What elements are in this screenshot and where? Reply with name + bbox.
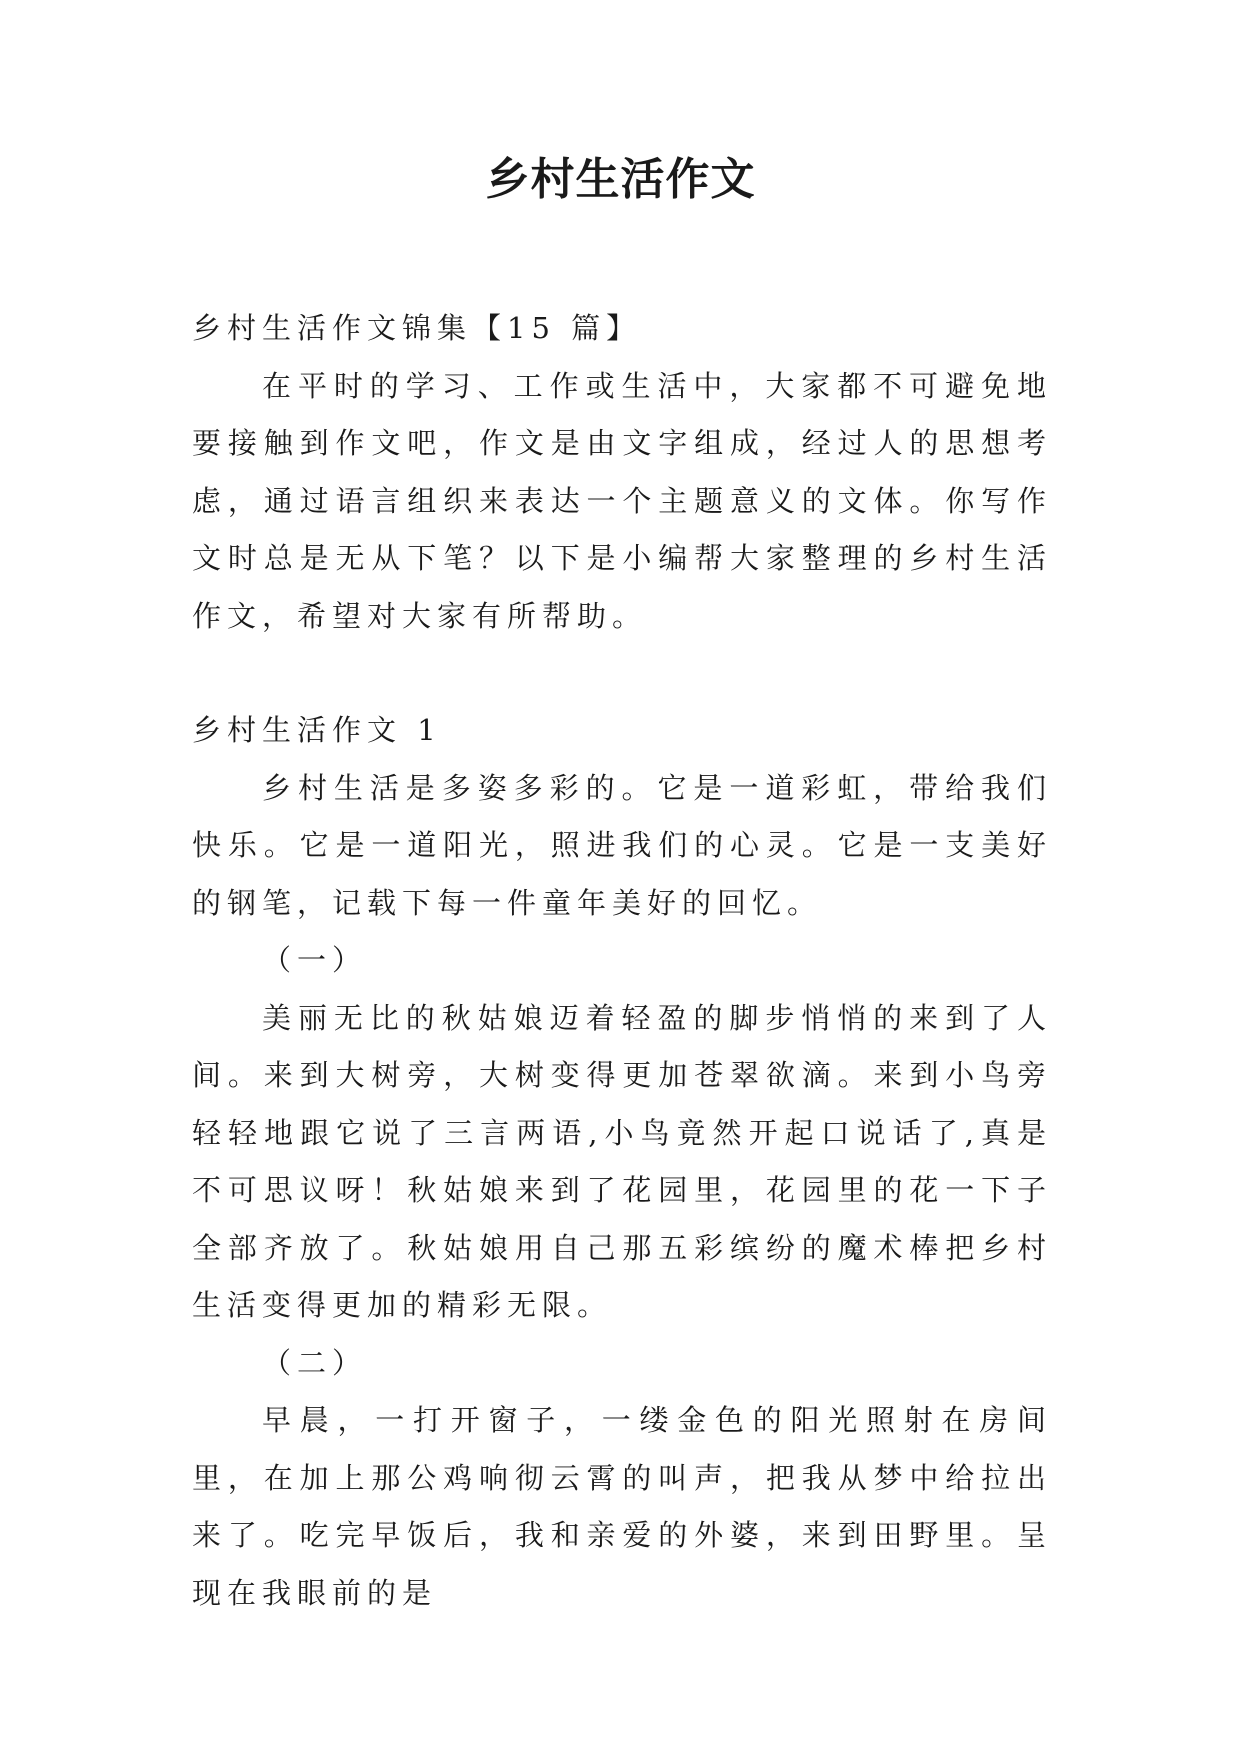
essay-heading: 乡村生活作文 1 (192, 713, 442, 747)
section-label-two: （二） (262, 1345, 368, 1380)
intro-paragraph: 在平时的学习、工作或生活中，大家都不可避免地要接触到作文吧，作文是由文字组成，经过人的思想考虑，通过语言组织来表达一个主题意义的文体。你写作文时总是无从下笔？以下是小编帮大家整理的乡村生活作文，希望对大家有所帮助。 (192, 368, 1052, 633)
essay-opening-paragraph: 乡村生活是多姿多彩的。它是一道彩虹，带给我们快乐。它是一道阳光，照进我们的心灵。它是一支美好的钢笔，记载下每一件童年美好的回忆。 (192, 770, 1052, 920)
collection-subtitle: 乡村生活作文锦集【15 篇】 (192, 311, 642, 345)
section-label-one: （一） (262, 943, 368, 977)
section-one-paragraph: 美丽无比的秋姑娘迈着轻盈的脚步悄悄的来到了人间。来到大树旁，大树变得更加苍翠欲滴。来到小鸟旁轻轻地跟它说了三言两语,小鸟竟然开起口说话了,真是不可思议呀！秋姑娘来到了花园里，花园里的花一下子全部齐放了。秋姑娘用自己那五彩缤纷的魔术棒把乡村生活变得更加的精彩无限。 (192, 1000, 1052, 1322)
section-two-paragraph: 早晨，一打开窗子，一缕金色的阳光照射在房间里，在加上那公鸡响彻云霄的叫声，把我从梦中给拉出来了。吃完早饭后，我和亲爱的外婆，来到田野里。呈现在我眼前的是 (192, 1403, 1052, 1610)
section-spacer (192, 645, 1052, 702)
document-body (192, 300, 1052, 1622)
document-title: 乡村生活作文 (485, 154, 756, 205)
